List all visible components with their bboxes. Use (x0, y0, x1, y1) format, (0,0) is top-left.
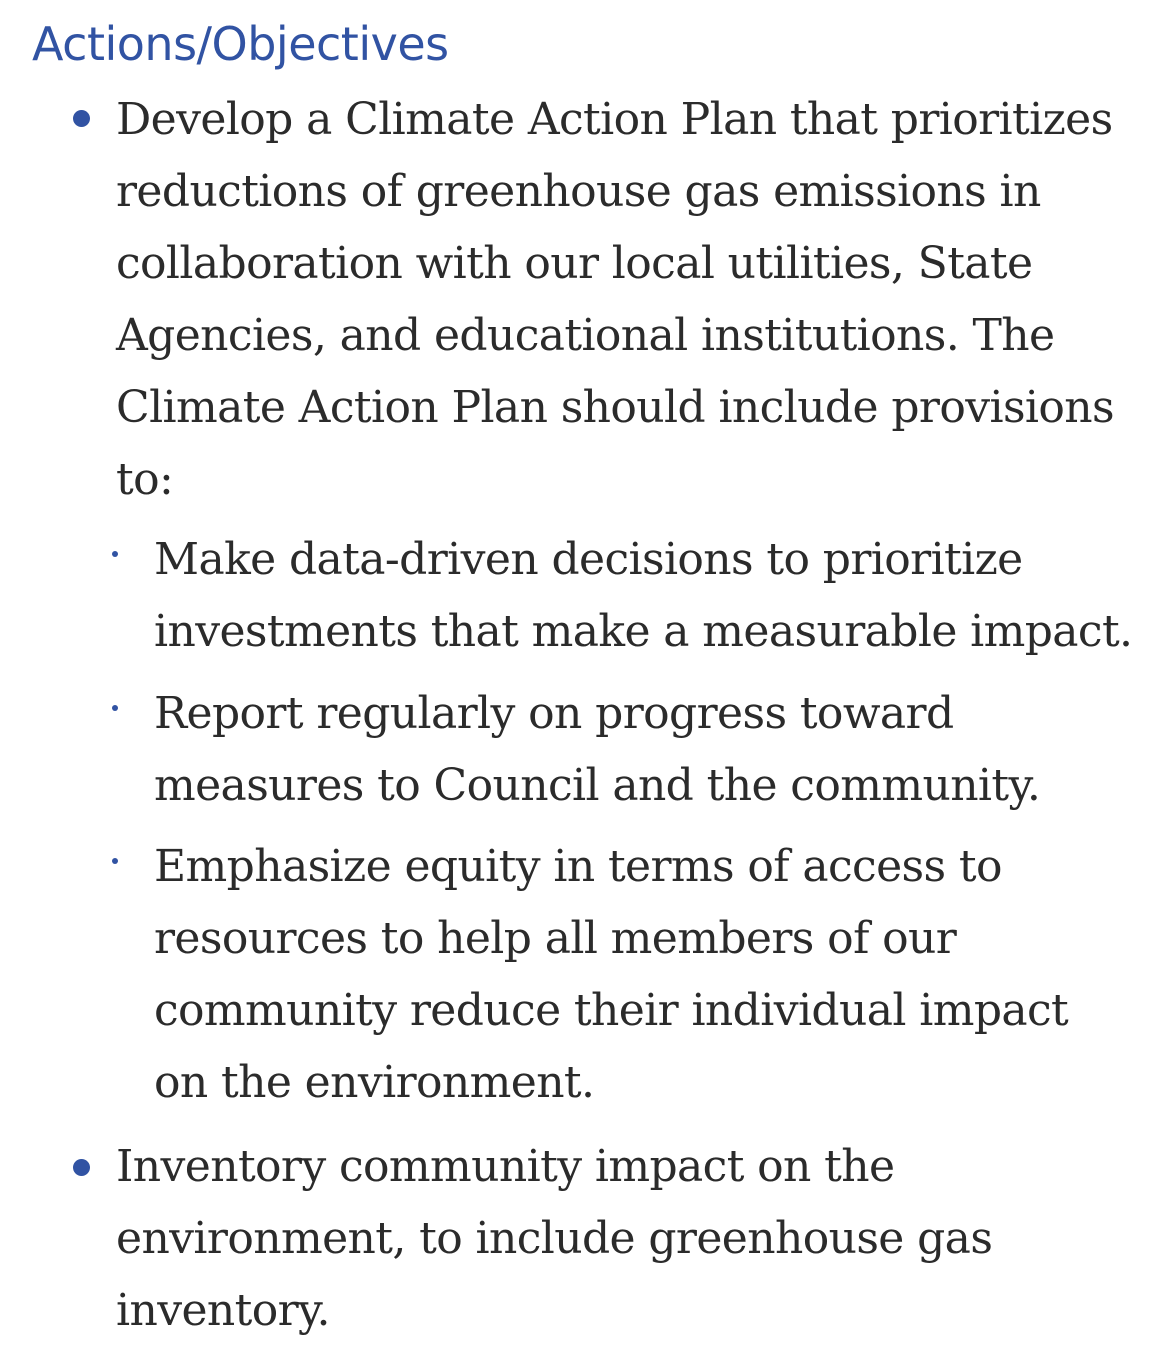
sub-list-item-text: Make data-driven decisions to prioritize investments that make a measurable impact. (154, 534, 1133, 657)
sub-list-item-text: Report regularly on progress toward measures to Council and the community. (154, 688, 1041, 811)
list-item-text: Inventory community impact on the environment, to include greenhouse gas inventory. (116, 1141, 993, 1336)
sub-list-item-text-block (154, 831, 1134, 1119)
bullet-icon (73, 110, 90, 127)
sub-list-item-text-block (154, 524, 1134, 668)
list-item-text: Develop a Climate Action Plan that prioritizes reductions of greenhouse gas emissions in collaboration with our local utilities, State Agencies, and educational institutions. The Climate Action Plan should include provisions to: (116, 94, 1114, 505)
sub-list-item-text: Emphasize equity in terms of access to resources to help all members of our community reduce their individual impact on the environment. (154, 841, 1069, 1108)
bullet-icon (73, 1159, 90, 1176)
list-item-text-block (116, 1131, 1116, 1347)
sub-bullet-icon (112, 551, 118, 557)
list-item-text-block (116, 84, 1116, 516)
sub-bullet-icon (112, 705, 118, 711)
section-heading: Actions/Objectives (32, 17, 449, 71)
sub-list-item-text-block (154, 678, 1134, 822)
sub-bullet-icon (112, 858, 118, 864)
